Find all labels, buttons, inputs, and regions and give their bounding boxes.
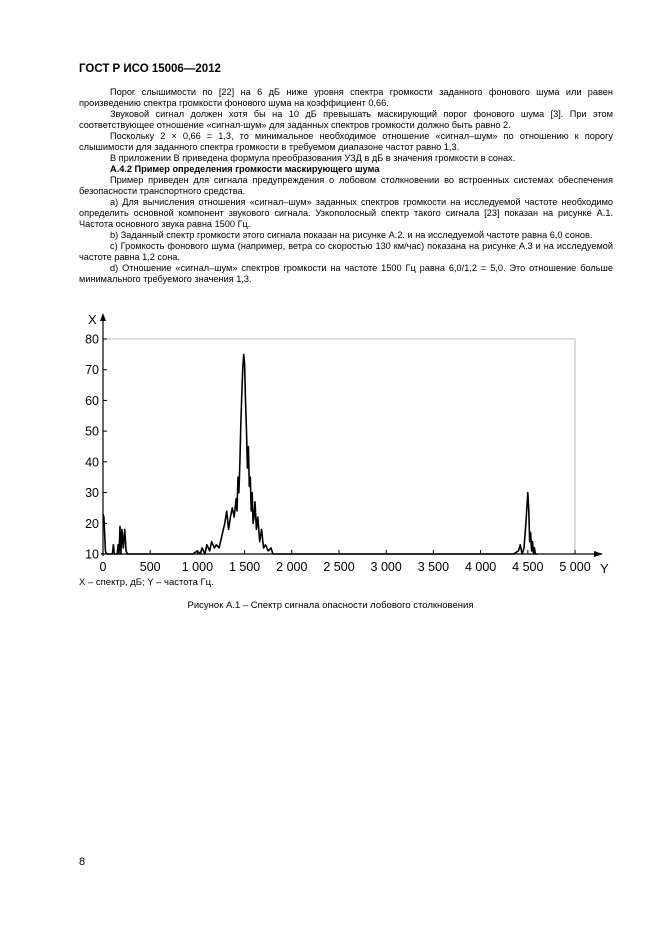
page-number: 8 <box>79 856 86 868</box>
spectrum-chart <box>72 307 612 587</box>
x-axis-label: Y <box>600 561 609 576</box>
x-axis-arrow <box>594 551 603 557</box>
plot-frame <box>103 339 575 554</box>
document-header: ГОСТ Р ИСО 15006—2012 <box>79 63 221 75</box>
paragraph: c) Громкость фонового шума (например, ветра со скоростью 130 км/час) показана на рисунке А.3 и на исследуемой частоте равна 1,2 сона. <box>79 241 613 262</box>
x-tick-label: 4 500 <box>512 560 544 574</box>
x-tick-label: 1 500 <box>228 560 261 574</box>
x-tick-label: 1 000 <box>181 560 214 574</box>
x-tick-label: 3 500 <box>417 560 450 574</box>
y-tick-label: 40 <box>85 455 99 470</box>
figure-caption: Рисунок А.1 – Спектр сигнала опасности лобового столкновения <box>187 600 474 611</box>
y-tick-label: 70 <box>85 363 99 378</box>
x-tick-label: 500 <box>139 560 161 574</box>
paragraph: Звуковой сигнал должен хотя бы на 10 дБ превышать маскирующий порог фонового шума [3]. При этом соответствующее отношение «сигнал-шум» для заданных спектров громкости должно быть равно 2. <box>79 109 613 130</box>
y-axis-label: X <box>88 312 97 327</box>
figure-legend: X – спектр, дБ; Y – частота Гц. <box>79 577 214 588</box>
chart-svg <box>72 307 612 577</box>
paragraph: Пример приведен для сигнала предупреждения о лобовом столкновении во встроенных системах обеспечения безопасности транспортного средства. <box>79 175 613 196</box>
paragraph: В приложении В приведена формула преобразования УЗД в дБ в значения громкости в сонах. <box>110 153 516 163</box>
paragraph: Поскольку 2 × 0,66 = 1,3, то минимальное необходимое отношение «сигнал–шум» по отношению к порогу слышимости для заданного спектра громкости в требуемом диапазоне частот равно 1,3. <box>79 131 613 152</box>
x-tick-label: 5 000 <box>559 560 591 574</box>
body-text <box>79 87 613 285</box>
paragraph: d) Отношение «сигнал–шум» спектров громкости на частоте 1500 Гц равна 6,0/1,2 = 5,0. Это отношение больше минимального требуемого значения 1,3. <box>79 263 613 284</box>
paragraph: а) Для вычисления отношения «сигнал–шум» заданных спектров громкости на исследуемой частоте необходимо определить основной компонент звукового сигнала. Узкополосный спектр такого сигнала [23] показан на рисунке А.1. Частота основного звука равна 1500 Гц. <box>79 197 613 229</box>
x-tick-label: 0 <box>99 560 107 574</box>
x-tick-label: 3 000 <box>370 560 402 574</box>
section-heading: А.4.2 Пример определения громкости маскирующего шума <box>110 164 380 174</box>
y-tick-label: 10 <box>85 547 99 562</box>
y-tick-label: 80 <box>85 332 99 347</box>
paragraph: Порог слышимости по [22] на 6 дБ ниже уровня спектра громкости заданного фонового шума или равен произведению спектра громкости фонового шума на коэффициент 0,66. <box>79 87 613 108</box>
x-tick-label: 4 000 <box>464 560 497 574</box>
y-tick-label: 60 <box>85 393 99 408</box>
x-tick-label: 2 000 <box>276 560 308 574</box>
spectrum-series-line <box>103 354 537 554</box>
y-tick-label: 30 <box>85 486 99 501</box>
y-tick-label: 20 <box>85 516 99 531</box>
x-tick-label: 2 500 <box>323 560 355 574</box>
y-tick-label: 50 <box>85 424 99 439</box>
paragraph: b) Заданный спектр громкости этого сигнала показан на рисунке А.2. и на исследуемой частоте равна 6,0 сонов. <box>110 230 593 240</box>
y-axis-arrow <box>100 313 106 321</box>
